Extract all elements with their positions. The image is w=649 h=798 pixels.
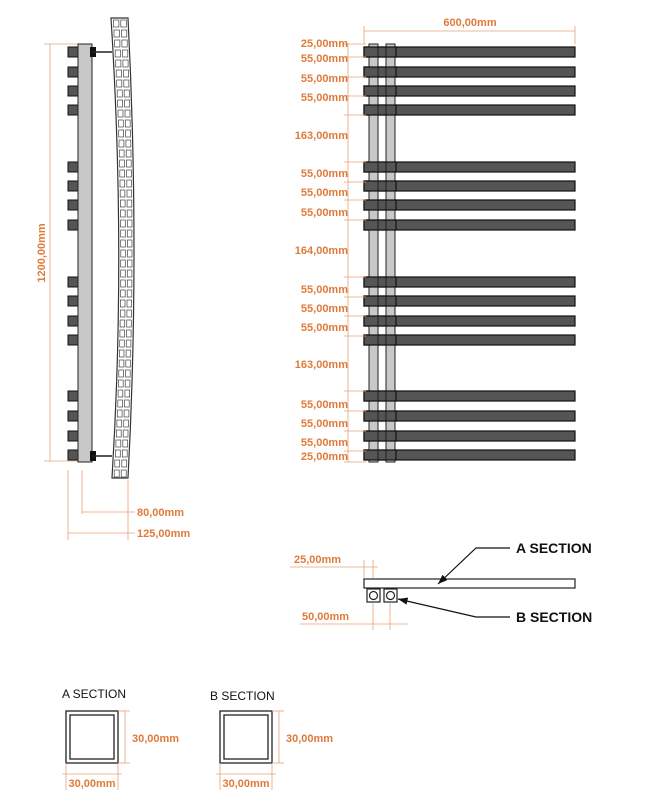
towel-bar-front <box>364 335 396 345</box>
top-view <box>290 540 592 630</box>
side-bar-stub <box>68 181 78 191</box>
towel-bar-front <box>364 316 396 326</box>
panel-cell <box>125 110 130 117</box>
spacing-label: 164,00mm <box>294 245 348 257</box>
panel-cell <box>127 210 132 217</box>
towel-bar-front <box>364 431 396 441</box>
section-a-inner <box>70 715 114 759</box>
spacing-label: 55,00mm <box>300 437 348 449</box>
panel-cell <box>126 360 131 367</box>
panel-cell <box>117 90 122 97</box>
width-label: 600,00mm <box>443 17 497 29</box>
spacing-label: 25,00mm <box>300 38 348 50</box>
spacing-label: 55,00mm <box>300 399 348 411</box>
panel-cell <box>118 100 123 107</box>
spacing-label: 25,00mm <box>300 451 348 463</box>
towel-bar-front <box>364 105 396 115</box>
panel-cell <box>121 220 126 227</box>
panel-cell <box>121 250 126 257</box>
side-bar-stub <box>68 105 78 115</box>
side-bar-stub <box>68 316 78 326</box>
panel-cell <box>127 260 132 267</box>
side-bar-stub <box>68 86 78 96</box>
panel-cell <box>116 440 121 447</box>
panel-cell <box>126 370 131 377</box>
panel-cell <box>115 50 120 57</box>
panel-cell <box>126 340 131 347</box>
panel-cell <box>122 450 127 457</box>
section-a-title: A SECTION <box>62 687 127 701</box>
panel-cell <box>125 100 130 107</box>
spacing-label: 55,00mm <box>300 53 348 65</box>
spacing-label: 55,00mm <box>300 303 348 315</box>
top-view-bar <box>364 579 575 588</box>
depth-125-label: 125,00mm <box>137 528 191 540</box>
panel-cell <box>123 50 128 57</box>
panel-cell <box>123 440 128 447</box>
panel-cell <box>127 250 132 257</box>
panel-cell <box>127 190 132 197</box>
panel-cell <box>126 130 131 137</box>
towel-bar-front <box>364 220 396 230</box>
panel-cell <box>124 410 129 417</box>
towel-bar-front <box>364 277 396 287</box>
panel-cell <box>120 200 125 207</box>
spacing-label: 163,00mm <box>294 359 348 371</box>
panel-cell <box>125 400 130 407</box>
panel-cell <box>119 370 124 377</box>
panel-cell <box>121 20 127 27</box>
panel-cell <box>121 30 126 37</box>
section-a-width-label: 30,00mm <box>68 778 116 790</box>
panel-cell <box>116 430 121 437</box>
panel-cell <box>126 350 131 357</box>
panel-cell <box>125 120 130 127</box>
section-b-detail <box>210 689 333 790</box>
panel-cell <box>117 420 122 427</box>
side-bar-stub <box>68 411 78 421</box>
panel-cell <box>127 270 132 277</box>
panel-cell <box>120 320 125 327</box>
panel-cell <box>121 290 126 297</box>
panel-cell <box>115 40 120 47</box>
side-column <box>78 44 92 462</box>
side-bar-stub <box>68 277 78 287</box>
panel-cell <box>126 140 131 147</box>
panel-cell <box>125 380 130 387</box>
b-section-leader <box>398 599 510 617</box>
panel-cell <box>118 390 123 397</box>
towel-bar-front <box>364 86 396 96</box>
towel-bar-front <box>364 450 396 460</box>
panel-cell <box>120 340 125 347</box>
side-bar-stub <box>68 450 78 460</box>
spacing-label: 55,00mm <box>300 207 348 219</box>
depth-80-label: 80,00mm <box>137 507 185 519</box>
curved-front-panel <box>111 18 134 478</box>
panel-cell <box>121 260 126 267</box>
towel-bar-front <box>364 162 396 172</box>
spacing-label: 55,00mm <box>300 187 348 199</box>
spacing-label: 163,00mm <box>294 130 348 142</box>
panel-cell <box>118 400 123 407</box>
towel-bar-front <box>364 411 396 421</box>
panel-cell <box>126 150 131 157</box>
panel-cell <box>122 460 127 467</box>
panel-cell <box>115 460 120 467</box>
spacing-label: 55,00mm <box>300 168 348 180</box>
side-bar-stub <box>68 335 78 345</box>
height-label: 1200,00mm <box>36 223 48 283</box>
panel-cell <box>119 350 124 357</box>
panel-cell <box>120 160 125 167</box>
side-bar-stub <box>68 162 78 172</box>
panel-cell <box>125 390 130 397</box>
side-bar-stub <box>68 67 78 77</box>
side-bar-stub <box>68 296 78 306</box>
section-a-detail <box>62 687 179 790</box>
front-view <box>295 17 575 463</box>
panel-cell <box>124 90 129 97</box>
spacing-label: 55,00mm <box>300 284 348 296</box>
panel-cell <box>116 60 121 67</box>
panel-cell <box>120 300 125 307</box>
panel-cell <box>121 280 126 287</box>
panel-cell <box>127 170 132 177</box>
panel-cell <box>117 410 122 417</box>
towel-bar-front <box>364 47 396 57</box>
panel-cell <box>121 230 126 237</box>
panel-cell <box>120 170 125 177</box>
panel-cell <box>127 300 132 307</box>
spacing-label: 55,00mm <box>300 73 348 85</box>
towel-bar-front <box>364 200 396 210</box>
panel-cell <box>127 290 132 297</box>
towel-bar-front <box>364 67 396 77</box>
panel-cell <box>127 240 132 247</box>
panel-cell <box>119 380 124 387</box>
panel-cell <box>120 190 125 197</box>
panel-cell <box>127 320 132 327</box>
side-bar-stub <box>68 391 78 401</box>
panel-cell <box>119 140 124 147</box>
offset-50-label: 50,00mm <box>302 611 350 623</box>
side-view <box>36 18 190 540</box>
panel-cell <box>122 40 127 47</box>
panel-cell <box>127 280 132 287</box>
offset-25-label: 25,00mm <box>294 554 342 566</box>
section-b-title: B SECTION <box>210 689 275 703</box>
side-bar-stub <box>68 220 78 230</box>
section-b-height-label: 30,00mm <box>286 733 334 745</box>
side-bar-stub <box>68 47 78 57</box>
b-section-callout: B SECTION <box>516 609 593 625</box>
panel-cell <box>114 30 119 37</box>
panel-cell <box>127 230 132 237</box>
panel-cell <box>127 200 132 207</box>
panel-cell <box>118 110 123 117</box>
spacing-dimensions <box>295 38 366 463</box>
panel-cell <box>123 60 128 67</box>
panel-cell <box>127 220 132 227</box>
panel-cell <box>127 180 132 187</box>
side-bar-stubs <box>68 47 78 460</box>
towel-bar-front <box>364 181 396 191</box>
section-b-width-label: 30,00mm <box>222 778 270 790</box>
panel-cell <box>124 420 129 427</box>
panel-cell <box>120 310 125 317</box>
panel-cell <box>119 360 124 367</box>
a-section-callout: A SECTION <box>516 540 592 556</box>
panel-cell <box>126 160 131 167</box>
panel-cell <box>123 70 128 77</box>
spacing-label: 55,00mm <box>300 418 348 430</box>
towel-bar-front <box>364 296 396 306</box>
panel-cell <box>124 80 129 87</box>
panel-cell <box>116 70 121 77</box>
panel-cell <box>127 330 132 337</box>
panel-cell <box>115 450 120 457</box>
panel-cell <box>121 470 126 477</box>
panel-cell <box>119 130 124 137</box>
towel-bar-front <box>364 391 396 401</box>
panel-cell <box>123 430 128 437</box>
panel-cell <box>120 330 125 337</box>
side-bar-stub <box>68 431 78 441</box>
spacing-label: 55,00mm <box>300 322 348 334</box>
panel-cell <box>114 470 119 477</box>
panel-cell <box>113 20 119 27</box>
panel-cell <box>127 310 132 317</box>
panel-cell <box>118 120 123 127</box>
panel-cell <box>120 180 125 187</box>
spacing-label: 55,00mm <box>300 92 348 104</box>
panel-cell <box>121 210 126 217</box>
panel-cell <box>121 240 126 247</box>
section-a-height-label: 30,00mm <box>132 733 180 745</box>
side-bar-stub <box>68 200 78 210</box>
section-b-inner <box>224 715 268 759</box>
panel-cell <box>117 80 122 87</box>
panel-cell <box>119 150 124 157</box>
panel-cell <box>121 270 126 277</box>
